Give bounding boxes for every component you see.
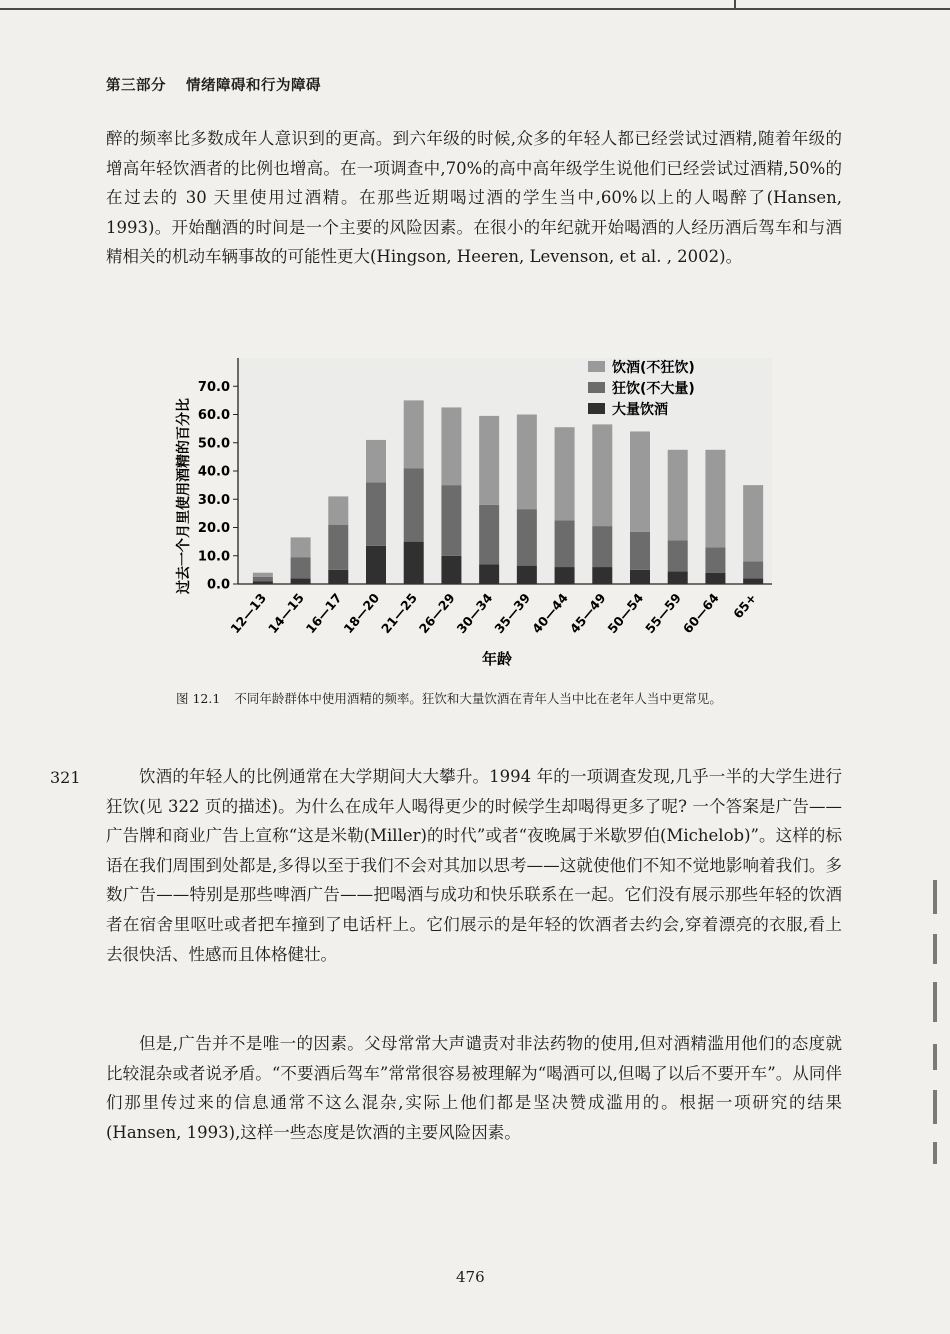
legend-label: 狂饮(不大量) xyxy=(612,381,695,397)
bar-heavy xyxy=(328,570,348,584)
x-tick-label: 30—34 xyxy=(453,590,496,637)
bar-binge xyxy=(743,561,763,578)
bar-binge xyxy=(404,468,424,541)
bar-binge xyxy=(517,509,537,566)
bar-binge xyxy=(668,540,688,571)
age-alcohol-chart xyxy=(160,348,800,678)
x-tick-label: 60—64 xyxy=(679,590,722,637)
bar-binge xyxy=(479,505,499,564)
x-tick-label: 14—15 xyxy=(264,590,307,637)
x-tick-label: 45—49 xyxy=(566,590,609,637)
x-tick-label: 65+ xyxy=(730,590,760,622)
figure-caption-text: 不同年龄群体中使用酒精的频率。狂饮和大量饮酒在青年人当中比在老年人当中更常见。 xyxy=(234,691,722,706)
y-tick-label: 70.0 xyxy=(197,379,230,395)
margin-page-reference: 321 xyxy=(50,768,81,787)
bar-binge xyxy=(705,547,725,572)
bar-heavy xyxy=(479,564,499,584)
bar-binge xyxy=(366,482,386,546)
bar-drinking xyxy=(630,431,650,531)
top-rule-mark xyxy=(734,0,736,10)
bar-drinking xyxy=(592,424,612,526)
bar-drinking xyxy=(743,485,763,561)
bar-drinking xyxy=(328,496,348,524)
bleed-through-marks xyxy=(928,880,942,1180)
bar-heavy xyxy=(555,567,575,584)
y-tick-label: 20.0 xyxy=(197,521,230,536)
bar-heavy xyxy=(705,573,725,584)
y-tick-label: 10.0 xyxy=(197,549,230,565)
y-tick-label: 0.0 xyxy=(206,577,230,593)
x-tick-label: 12—13 xyxy=(227,590,270,637)
header-part: 第三部分 xyxy=(106,77,166,94)
bar-drinking xyxy=(253,573,273,577)
legend-label: 大量饮酒 xyxy=(612,402,668,418)
legend-swatch xyxy=(588,403,605,414)
bar-heavy xyxy=(668,571,688,584)
figure-caption xyxy=(176,688,796,710)
legend-label: 饮酒(不狂饮) xyxy=(612,360,695,376)
x-tick-label: 16—17 xyxy=(302,590,345,637)
bar-drinking xyxy=(668,450,688,540)
x-tick-label: 21—25 xyxy=(378,590,421,637)
bar-heavy xyxy=(404,542,424,584)
y-axis-label: 过去一个月里使用酒精的百分比 xyxy=(176,398,192,594)
x-tick-label: 35—39 xyxy=(491,590,534,637)
bar-binge xyxy=(441,485,461,556)
x-tick-labels xyxy=(227,590,759,636)
bar-heavy xyxy=(630,570,650,584)
y-tick-label: 30.0 xyxy=(197,492,230,508)
y-tick-label: 50.0 xyxy=(197,436,230,452)
top-rule xyxy=(0,8,950,10)
x-tick-label: 50—54 xyxy=(604,590,647,637)
paragraph-3: 但是,广告并不是唯一的因素。父母常常大声谴责对非法药物的使用,但对酒精滥用他们的态度就比较混杂或者说矛盾。“不要酒后驾车”常常很容易被理解为“喝酒可以,但喝了以后不要开车”。从同伴们那里传过来的信息通常不这么混杂,实际上他们都是坚决赞成滥用的。根据一项研究的结果(Hansen, 1993),这样一些态度是饮酒的主要风险因素。 xyxy=(106,1034,842,1142)
x-axis-label: 年龄 xyxy=(481,650,513,668)
bar-drinking xyxy=(705,450,725,547)
x-tick-label: 40—44 xyxy=(528,590,571,637)
bar-drinking xyxy=(517,415,537,510)
bar-heavy xyxy=(366,546,386,584)
bar-heavy xyxy=(253,581,273,584)
bar-binge xyxy=(328,525,348,570)
bar-drinking xyxy=(404,400,424,468)
legend-swatch xyxy=(588,382,605,393)
bar-binge xyxy=(291,557,311,578)
y-tick-label: 60.0 xyxy=(197,408,230,423)
bar-heavy xyxy=(592,567,612,584)
bar-drinking xyxy=(479,416,499,505)
bar-binge xyxy=(253,577,273,581)
bar-binge xyxy=(592,526,612,567)
bar-drinking xyxy=(555,427,575,520)
bar-drinking xyxy=(291,537,311,557)
bar-heavy xyxy=(517,566,537,584)
bar-binge xyxy=(630,532,650,570)
bar-heavy xyxy=(291,578,311,584)
x-tick-label: 18—20 xyxy=(340,590,383,637)
y-tick-label: 40.0 xyxy=(197,464,230,480)
x-tick-label: 55—59 xyxy=(642,590,685,637)
paragraph-2: 饮酒的年轻人的比例通常在大学期间大大攀升。1994 年的一项调查发现,几乎一半的大学生进行狂饮(见 322 页的描述)。为什么在成年人喝得更少的时候学生却喝得更多了呢? 一个答案是广告——广告牌和商业广告上宣称“这是米勒(Miller)的时代”或者“夜晚属于米歇罗伯(Michelob)”。这样的标语在我们周围到处都是,多得以至于我们不会对其加以思考——这就使他们不知不觉地影响着我们。多数广告——特别是那些啤酒广告——把喝酒与成功和快乐联系在一起。它们没有展示那些年轻的饮酒者在宿舍里呕吐或者把车撞到了电话杆上。它们展示的是年轻的饮酒者去约会,穿着漂亮的衣服,看上去很快活、性感而且体格健壮。 xyxy=(106,767,842,964)
bar-heavy xyxy=(441,556,461,584)
bar-drinking xyxy=(366,440,386,482)
figure-number: 图 12.1 xyxy=(176,691,221,706)
running-header xyxy=(106,74,321,95)
legend-swatch xyxy=(588,361,605,372)
bar-heavy xyxy=(743,578,763,584)
page-number: 476 xyxy=(456,1268,485,1286)
bar-drinking xyxy=(441,407,461,485)
bar-binge xyxy=(555,520,575,567)
x-tick-label: 26—29 xyxy=(415,590,458,637)
header-title: 情绪障碍和行为障碍 xyxy=(186,77,321,94)
paragraph-1: 醉的频率比多数成年人意识到的更高。到六年级的时候,众多的年轻人都已经尝试过酒精,随着年级的增高年轻饮酒者的比例也增高。在一项调查中,70%的高中高年级学生说他们已经尝试过酒精,50%的在过去的 30 天里使用过酒精。在那些近期喝过酒的学生当中,60%以上的人喝醉了(Hansen, 1993)。开始酗酒的时间是一个主要的风险因素。在很小的年纪就开始喝酒的人经历酒后驾车和与酒精相关的机动车辆事故的可能性更大(Hingson, Heeren, Levenson, et al. , 2002)。 xyxy=(106,129,842,267)
